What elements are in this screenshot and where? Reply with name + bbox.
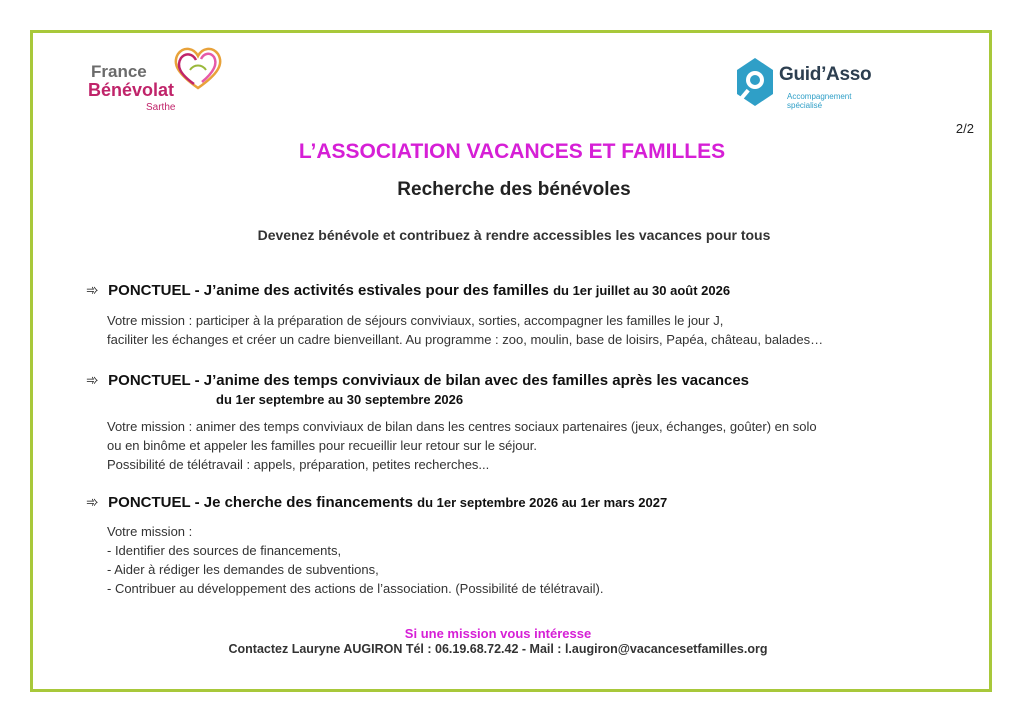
page-tagline: Devenez bénévole et contribuez à rendre accessibles les vacances pour tous xyxy=(257,227,771,243)
mission-heading xyxy=(86,281,730,299)
mission-line: Votre mission : xyxy=(107,524,193,539)
mission-title: PONCTUEL - Je cherche des financements xyxy=(108,494,413,511)
france-benevolat-logo xyxy=(88,44,228,114)
hand-arrow-icon: ➾ xyxy=(86,372,99,389)
mission-line: Votre mission : animer des temps conviviaux de bilan dans les centres sociaux partenaires (jeux, échanges, goûter) en solo xyxy=(107,419,817,434)
mission-description xyxy=(107,311,823,349)
mission-description xyxy=(107,522,603,598)
page-title: L’ASSOCIATION VACANCES ET FAMILLES xyxy=(298,140,726,163)
france-benevolat-line1: France xyxy=(91,62,147,81)
mission-line: - Contribuer au développement des actions de l’association. (Possibilité de télétravail). xyxy=(107,581,604,596)
guidasso-tagline: Accompagnement spécialisé xyxy=(787,92,852,110)
mission-title: PONCTUEL - J’anime des temps conviviaux de bilan avec des familles après les vacances xyxy=(108,372,750,389)
hand-arrow-icon: ➾ xyxy=(86,282,99,299)
mission-line: - Identifier des sources de financements, xyxy=(107,543,342,558)
mission-dates: du 1er juillet au 30 août 2026 xyxy=(553,283,731,298)
france-benevolat-line2: Bénévolat xyxy=(88,80,175,100)
mission-line: faciliter les échanges et créer un cadre bienveillant. Au programme : zoo, moulin, base de loisirs, Papéa, château, balades… xyxy=(107,332,824,347)
page-subtitle: Recherche des bénévoles xyxy=(397,179,631,200)
hand-arrow-icon: ➾ xyxy=(86,494,99,511)
contact-details: Contactez Lauryne AUGIRON Tél : 06.19.68.72.42 - Mail : l.augiron@vacancesetfamilles.org xyxy=(228,642,768,656)
mission-description xyxy=(107,417,817,474)
mission-line: Votre mission : participer à la préparation de séjours conviviaux, sorties, accompagner les familles le jour J, xyxy=(107,313,724,328)
mission-title: PONCTUEL - J’anime des activités estivales pour des familles xyxy=(108,282,549,299)
france-benevolat-line3: Sarthe xyxy=(146,102,176,113)
mission-line: Possibilité de télétravail : appels, préparation, petites recherches... xyxy=(107,457,490,472)
mission-dates: du 1er septembre au 30 septembre 2026 xyxy=(216,392,464,407)
contact-intro: Si une mission vous intéresse xyxy=(404,626,592,641)
mission-dates: du 1er septembre 2026 au 1er mars 2027 xyxy=(417,495,668,510)
page-number: 2/2 xyxy=(955,121,974,136)
heart-logo-icon xyxy=(168,44,228,94)
guidasso-name: Guid’Asso xyxy=(779,64,872,85)
mission-heading xyxy=(86,371,749,389)
guidasso-logo xyxy=(735,56,885,112)
mission-heading xyxy=(86,493,667,511)
mission-line: - Aider à rédiger les demandes de subventions, xyxy=(107,562,379,577)
magnifier-house-icon xyxy=(735,56,775,108)
mission-line: ou en binôme et appeler les familles pour recueillir leur retour sur le séjour. xyxy=(107,438,537,453)
